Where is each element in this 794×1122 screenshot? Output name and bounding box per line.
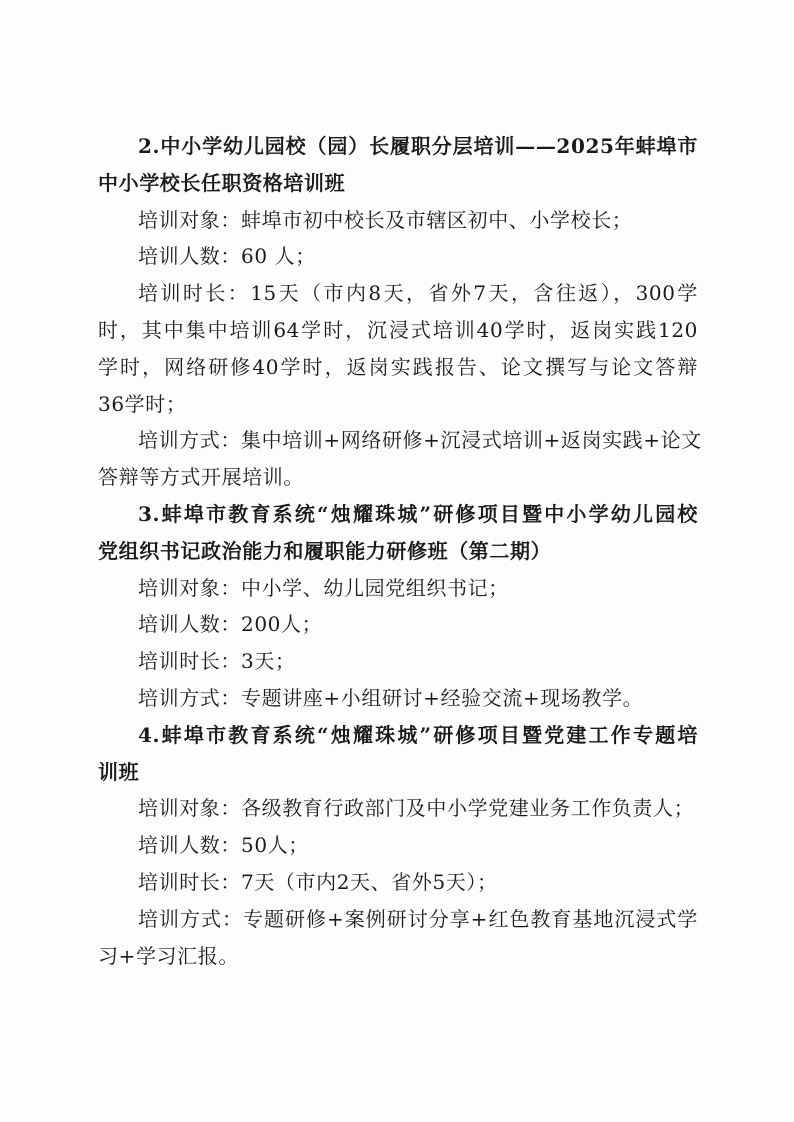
paragraph-line: 培训时长：7天（市内2天、省外5天）； [138,869,498,894]
paragraph-line: 培训时长：15天（市内8天，省外7天，含往返），300学 [138,281,698,306]
section-4 [98,717,698,975]
paragraph-line: 培训人数：200人； [138,612,323,637]
section-heading-line: 中小学校长任职资格培训班 [98,170,346,195]
paragraph-line: 培训方式：集中培训+网络研修+沉浸式培训+返岗实践+论文 [138,428,702,453]
paragraph-line: 答辩等方式开展培训。 [98,465,304,490]
paragraph-line: 培训人数：60 人； [138,244,316,269]
paragraph-line: 习+学习汇报。 [98,943,239,968]
section-heading-line: 4.蚌埠市教育系统“烛耀珠城”研修项目暨党建工作专题培 [138,722,698,747]
paragraph-line: 培训时长：3天； [138,649,296,674]
paragraph-line: 培训方式：专题讲座+小组研讨+经验交流+现场教学。 [138,685,644,710]
paragraph-line: 培训人数：50人； [138,833,309,858]
paragraph-line: 培训对象：各级教育行政部门及中小学党建业务工作负责人； [138,796,695,821]
section-3 [98,496,698,717]
section-heading-line: 3.蚌埠市教育系统“烛耀珠城”研修项目暨中小学幼儿园校 [138,501,698,526]
paragraph-line: 培训方式：专题研修+案例研讨分享+红色教育基地沉浸式学 [138,906,698,931]
paragraph-line: 36学时； [98,391,187,416]
section-2 [98,128,702,496]
section-heading-line: 2.中小学幼儿园校（园）长履职分层培训——2025年蚌埠市 [138,134,698,158]
paragraph-line: 学时，网络研修40学时，返岗实践报告、论文撰写与论文答辩 [98,354,698,379]
section-heading-line: 党组织书记政治能力和履职能力研修班（第二期） [98,538,552,563]
document-body [98,128,702,974]
paragraph-line: 培训对象：中小学、幼儿园党组织书记； [138,575,509,600]
section-heading-line: 训班 [98,759,140,784]
paragraph-line: 时，其中集中培训64学时，沉浸式培训40学时，返岗实践120 [98,317,698,342]
paragraph-line: 培训对象：蚌埠市初中校长及市辖区初中、小学校长； [138,207,633,232]
